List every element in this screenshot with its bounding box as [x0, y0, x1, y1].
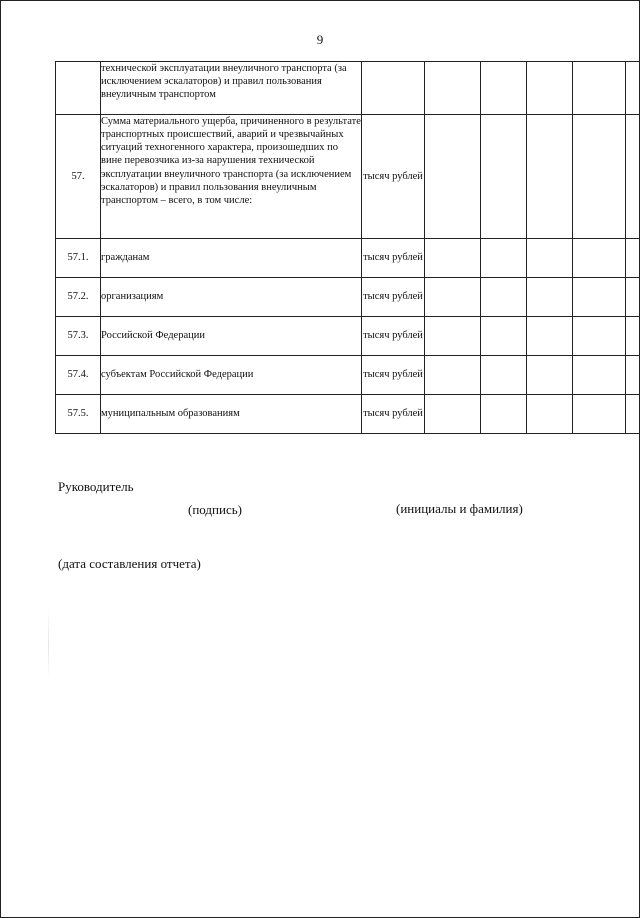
value-cell — [573, 115, 626, 239]
value-cell — [527, 356, 573, 395]
value-cell — [573, 395, 626, 434]
report-table — [55, 61, 640, 434]
table-row — [56, 115, 640, 239]
row-description: Российской Федерации — [101, 317, 362, 356]
name-label: (инициалы и фамилия) — [396, 501, 523, 516]
value-cell — [626, 278, 640, 317]
row-description: организациям — [101, 278, 362, 317]
row-number: 57.5. — [56, 395, 101, 434]
row-unit: тысяч рублей — [362, 239, 425, 278]
value-cell — [527, 115, 573, 239]
page-number: 9 — [316, 32, 324, 47]
value-cell — [481, 115, 527, 239]
row-unit — [362, 62, 425, 115]
value-cell — [481, 62, 527, 115]
head-label: Руководитель — [58, 479, 134, 494]
value-cell — [425, 317, 481, 356]
value-cell — [481, 239, 527, 278]
value-cell — [573, 356, 626, 395]
scan-artifact — [48, 610, 49, 680]
table-row — [56, 317, 640, 356]
value-cell — [425, 278, 481, 317]
value-cell — [626, 62, 640, 115]
value-cell — [425, 395, 481, 434]
row-number: 57.2. — [56, 278, 101, 317]
value-cell — [425, 115, 481, 239]
value-cell — [527, 278, 573, 317]
value-cell — [573, 278, 626, 317]
row-description: субъектам Российской Федерации — [101, 356, 362, 395]
table-row — [56, 356, 640, 395]
value-cell — [626, 395, 640, 434]
row-unit: тысяч рублей — [362, 278, 425, 317]
report-table-body — [56, 62, 640, 434]
row-number: 57.1. — [56, 239, 101, 278]
value-cell — [573, 62, 626, 115]
table-row — [56, 395, 640, 434]
value-cell — [425, 356, 481, 395]
row-description: технической эксплуатации внеуличного транспорта (за исключением эскалаторов) и правил пользования внеуличным транспортом — [101, 62, 362, 115]
value-cell — [481, 317, 527, 356]
row-unit: тысяч рублей — [362, 317, 425, 356]
value-cell — [481, 356, 527, 395]
table-row — [56, 278, 640, 317]
value-cell — [626, 115, 640, 239]
value-cell — [527, 62, 573, 115]
row-number: 57.3. — [56, 317, 101, 356]
row-unit: тысяч рублей — [362, 395, 425, 434]
value-cell — [573, 239, 626, 278]
value-cell — [626, 317, 640, 356]
row-description: Сумма материального ущерба, причиненного в результате транспортных происшествий, аварий и чрезвычайных ситуаций техногенного характера, произошедших по вине перевозчика из-за нарушения технической эксплуатации внеуличного транспорта (за исключением эскалаторов) и правил пользования внеуличным транспортом – всего, в том числе: — [101, 115, 362, 239]
value-cell — [527, 395, 573, 434]
signature-label: (подпись) — [188, 502, 242, 517]
row-number — [56, 62, 101, 115]
value-cell — [527, 239, 573, 278]
value-cell — [481, 278, 527, 317]
row-number: 57.4. — [56, 356, 101, 395]
value-cell — [573, 317, 626, 356]
row-description: муниципальным образованиям — [101, 395, 362, 434]
row-description: гражданам — [101, 239, 362, 278]
value-cell — [425, 239, 481, 278]
row-unit: тысяч рублей — [362, 115, 425, 239]
value-cell — [481, 395, 527, 434]
value-cell — [626, 239, 640, 278]
value-cell — [527, 317, 573, 356]
value-cell — [425, 62, 481, 115]
row-number: 57. — [56, 115, 101, 239]
report-date-label: (дата составления отчета) — [58, 556, 201, 571]
table-row — [56, 62, 640, 115]
value-cell — [626, 356, 640, 395]
table-row — [56, 239, 640, 278]
row-unit: тысяч рублей — [362, 356, 425, 395]
